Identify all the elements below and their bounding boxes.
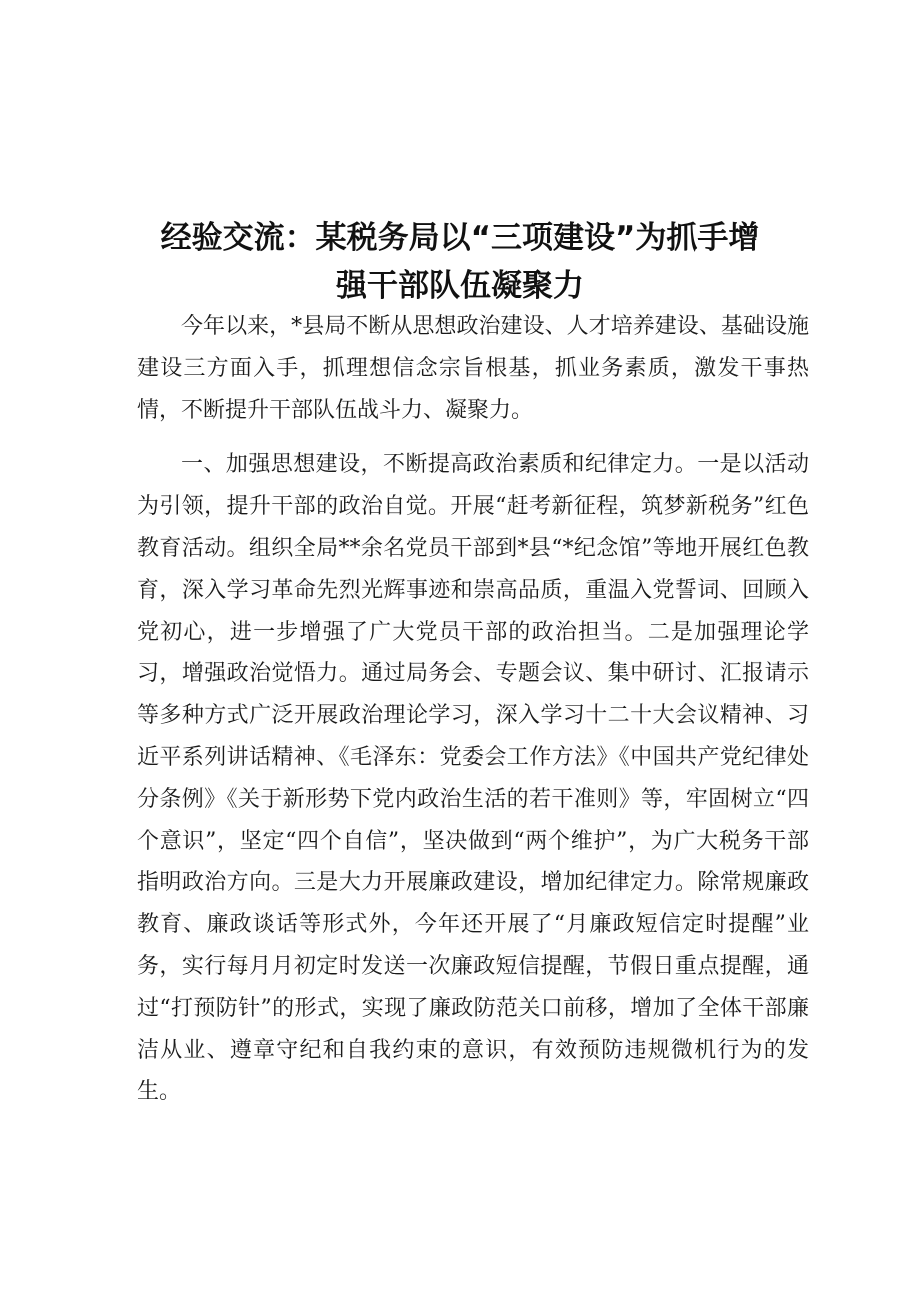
paragraph-intro: 今年以来，*县局不断从思想政治建设、人才培养建设、基础设施建设三方面入手，抓理想信念宗旨根基，抓业务素质，激发干事热情，不断提升干部队伍战斗力、凝聚力。 [137, 314, 809, 423]
document-body [137, 306, 809, 1113]
document-title [100, 214, 820, 310]
title-line-1: 经验交流：某税务局以“三项建设”为抓手增 [160, 220, 760, 256]
paragraph-section-one: 一、加强思想建设，不断提高政治素质和纪律定力。一是以活动为引领，提升干部的政治自觉。开展“赶考新征程，筑梦新税务”红色教育活动。组织全局**余名党员干部到*县“*纪念馆”等地开展红色教育，深入学习革命先烈光辉事迹和崇高品质，重温入党誓词、回顾入党初心，进一步增强了广大党员干部的政治担当。二是加强理论学习，增强政治觉悟力。通过局务会、专题会议、集中研讨、汇报请示等多种方式广泛开展政治理论学习，深入学习十二十大会议精神、习近平系列讲话精神、《毛泽东：党委会工作方法》《中国共产党纪律处分条例》《关于新形势下党内政治生活的若干准则》等，牢固树立“四个意识”，坚定“四个自信”，坚决做到“两个维护”，为广大税务干部指明政治方向。三是大力开展廉政建设，增加纪律定力。除常规廉政教育、廉政谈话等形式外，今年还开展了“月廉政短信定时提醒”业务，实行每月月初定时发送一次廉政短信提醒，节假日重点提醒，通过“打预防针”的形式，实现了廉政防范关口前移，增加了全体干部廉洁从业、遵章守纪和自我约束的意识，有效预防违规微机行为的发生。 [137, 452, 809, 1105]
title-line-2: 强干部队伍凝聚力 [336, 268, 584, 304]
